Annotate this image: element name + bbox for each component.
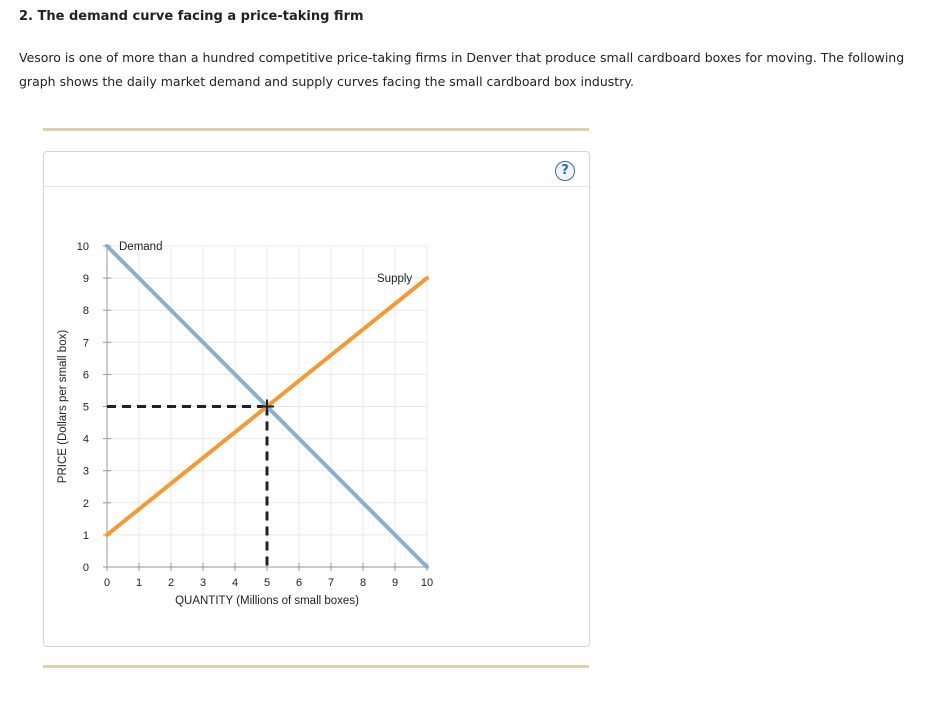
question-intro: Vesoro is one of more than a hundred competitive price-taking firms in Denver that produce small cardboard boxes for moving. The following graph shows the daily market demand and supply curves facing the small cardboard box industry. [19, 50, 905, 89]
supply-label: Supply [377, 273, 413, 286]
y-tick-label: 4 [82, 433, 89, 446]
x-tick-label: 3 [199, 577, 207, 589]
x-tick-label: 8 [359, 577, 367, 589]
x-tick-label: 2 [167, 577, 175, 589]
top-divider [43, 128, 589, 131]
question-heading: 2. The demand curve facing a price-taking firm [19, 9, 364, 24]
demand-label: Demand [119, 241, 163, 253]
y-tick-label: 5 [82, 401, 89, 414]
x-axis-title: QUANTITY (Millions of small boxes) [175, 595, 359, 607]
y-tick-label: 6 [82, 369, 89, 382]
x-tick-label: 0 [103, 577, 111, 589]
y-tick-label: 0 [82, 562, 89, 574]
demand-supply-chart [44, 152, 589, 646]
x-tick-label: 6 [295, 577, 303, 589]
y-tick-label: 7 [82, 337, 89, 350]
x-tick-label: 5 [263, 577, 271, 589]
y-tick-label: 1 [82, 529, 89, 542]
x-tick-label: 7 [327, 577, 335, 589]
x-tick-label: 9 [391, 577, 399, 589]
y-tick-label: 2 [82, 497, 89, 510]
x-tick-label: 10 [420, 577, 434, 589]
x-tick-label: 4 [231, 577, 239, 589]
graph-panel [43, 151, 590, 647]
y-tick-label: 3 [82, 465, 89, 478]
supply-endpoint [425, 276, 429, 280]
demand-endpoint [425, 565, 429, 569]
demand-endpoint [105, 244, 109, 248]
y-tick-label: 8 [82, 305, 89, 318]
y-tick-label: 9 [82, 273, 89, 286]
supply-endpoint [105, 533, 109, 537]
bottom-divider [43, 665, 589, 668]
y-tick-label: 10 [76, 241, 89, 253]
x-tick-label: 1 [135, 577, 143, 589]
y-axis-title: PRICE (Dollars per small box) [57, 329, 69, 484]
question-mark-icon: ? [561, 163, 569, 178]
